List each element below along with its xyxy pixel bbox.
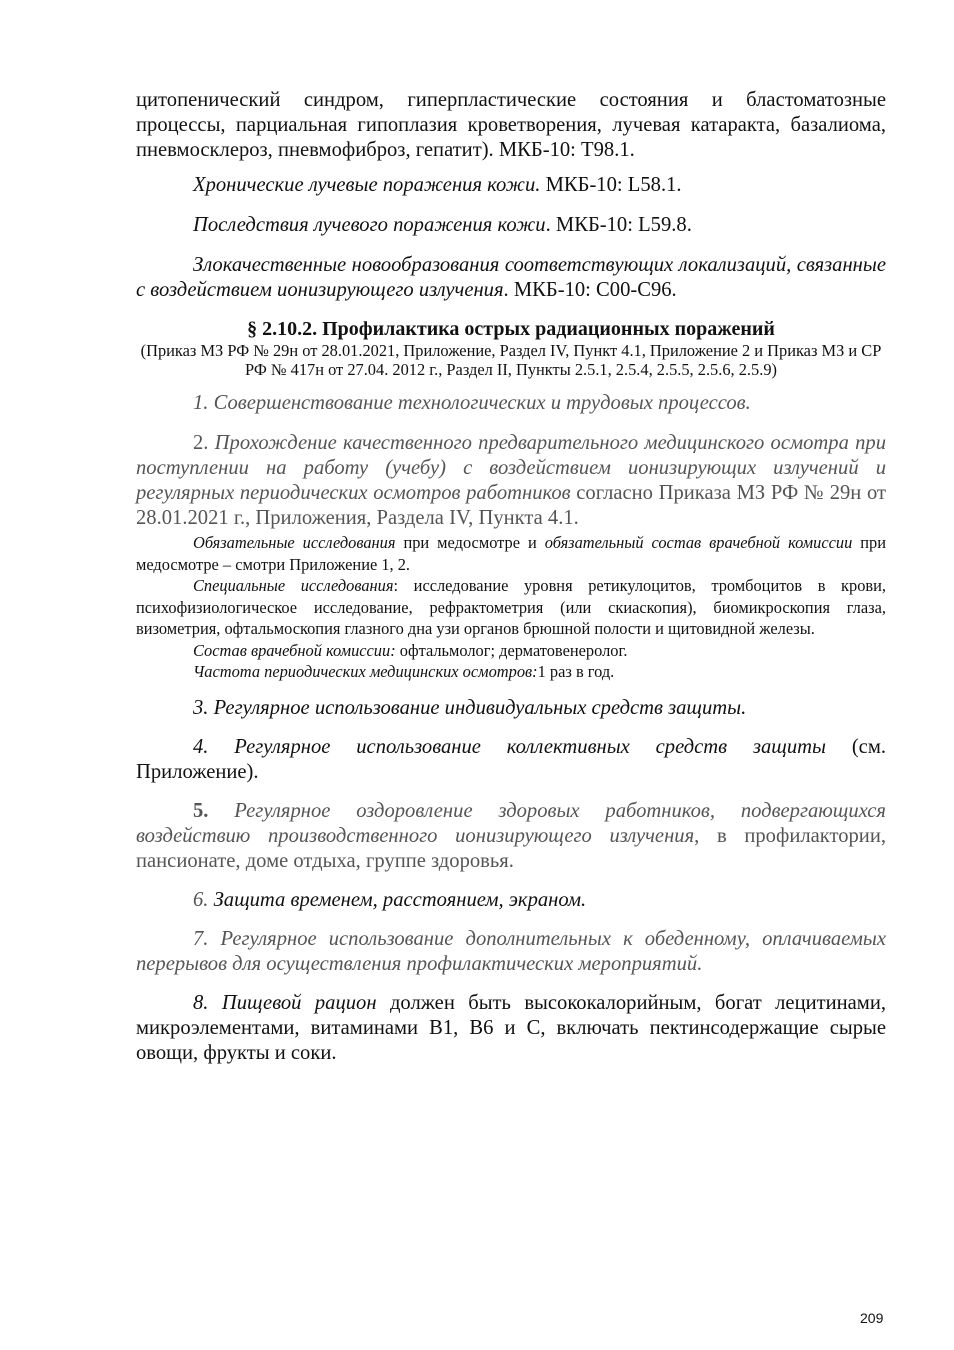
- item-italic: Прохождение качественного предварительного медицинского осмотра при поступлении на работу (учебу) с воздействием ионизирующих излучений и регулярных периодических осмотров работников: [136, 432, 886, 504]
- term-italic: Последствия лучевого поражения кожи: [193, 214, 546, 236]
- item-rest: , в профилактории, пансионате, доме отдыха, группе здоровья.: [136, 824, 887, 872]
- list-item-6: [136, 888, 886, 913]
- item-number: 5.: [193, 799, 209, 822]
- paragraph-chronic-skin: [136, 173, 886, 198]
- italic-term: Специальные исследования: [193, 576, 394, 595]
- page-number: 209: [860, 1310, 884, 1326]
- list-item-7: 7. Регулярное использование дополнительных к обеденному, оплачиваемых перерывов для осуществления профилактических мероприятий.: [136, 927, 886, 975]
- plain-text: при медосмотре – смотри Приложение 1, 2.: [136, 533, 886, 574]
- item-italic: 4. Регулярное использование коллективных средств защиты: [193, 735, 826, 758]
- item-number: 2.: [193, 432, 215, 454]
- item-rest: согласно Приказа МЗ РФ № 29н от 28.01.2021 г., Приложения, Раздела IV, Пункта 4.1.: [136, 482, 887, 529]
- italic-term: Обязательные исследования: [193, 533, 396, 552]
- italic-term: Частота периодических медицинских осмотров:: [193, 662, 538, 681]
- plain-text: офтальмолог; дерматовенеролог.: [395, 640, 628, 660]
- item-rest: (см. Приложение).: [136, 735, 887, 783]
- plain-text: : исследование уровня ретикулоцитов, тромбоцитов в крови, психофизиологическое исследование, рефрактометрия (или скиаскопия), биомикроскопия глаза, визометрия, офтальмоскопия глазного дна узи органов брюшной полости и щитовидной железы.: [136, 576, 887, 638]
- subparagraph-mandatory: [136, 532, 886, 575]
- plain-text: при медосмотре и: [395, 533, 545, 552]
- item-italic: Регулярное оздоровление здоровых работников, подвергающихся воздействию производственного ионизирующего излучения: [136, 799, 886, 847]
- plain-text: 1 раз в год.: [537, 662, 615, 681]
- subparagraph-special: [136, 575, 886, 640]
- paragraph-consequences: [136, 213, 886, 238]
- item-italic: 8. Пищевой рацион: [193, 991, 377, 1014]
- section-heading: § 2.10.2. Профилактика острых радиационных поражений: [247, 318, 775, 340]
- paragraph-continuation: цитопенический синдром, гиперпластические состояния и бластоматозные процессы, парциальная гипоплазия кроветворения, лучевая катаракта, базалиома, пневмосклероз, пневмофиброз, гепатит). МКБ-10: Т98.1.: [136, 89, 886, 161]
- icd-code: МКБ-10: L58.1.: [540, 174, 682, 196]
- section-reference: (Приказ МЗ РФ № 29н от 28.01.2021, Приложение, Раздел IV, Пункт 4.1, Приложение 2 и Приказ МЗ и СР РФ № 417н от 27.04. 2012 г., Раздел II, Пункты 2.5.1, 2.5.4, 2.5.5, 2.5.6, 2.5.9): [140, 341, 882, 379]
- italic-term: Состав врачебной комиссии:: [193, 640, 396, 660]
- list-item-4: [136, 735, 886, 785]
- list-item-1: 1. Совершенствование технологических и трудовых процессов.: [193, 392, 751, 414]
- item-number: 6.: [193, 888, 214, 911]
- icd-code: . МКБ-10: L59.8.: [545, 214, 692, 236]
- document-page: [136, 88, 886, 1066]
- italic-term: обязательный состав врачебной комиссии: [544, 533, 853, 552]
- subparagraph-commission: [136, 640, 886, 662]
- paragraph-malignant: [136, 253, 886, 303]
- item-rest: должен быть высококалорийным, богат лецитинами, микроэлементами, витаминами В1, В6 и С, включать пектинсодержащие сырые овощи, фрукты и соки.: [136, 991, 886, 1064]
- list-item-5: [136, 799, 886, 874]
- list-item-3: 3. Регулярное использование индивидуальных средств защиты.: [193, 696, 747, 719]
- list-item-8: [136, 991, 886, 1066]
- subparagraph-frequency: [136, 661, 886, 683]
- term-italic: Хронические лучевые поражения кожи.: [193, 174, 541, 196]
- icd-code: . МКБ-10: С00-С96.: [503, 279, 677, 301]
- list-item-2: [136, 431, 886, 531]
- term-italic: Злокачественные новообразования соответствующих локализаций, связанные с воздействием ионизирующего излучения: [136, 254, 886, 301]
- item-italic: Защита временем, расстоянием, экраном.: [213, 888, 587, 911]
